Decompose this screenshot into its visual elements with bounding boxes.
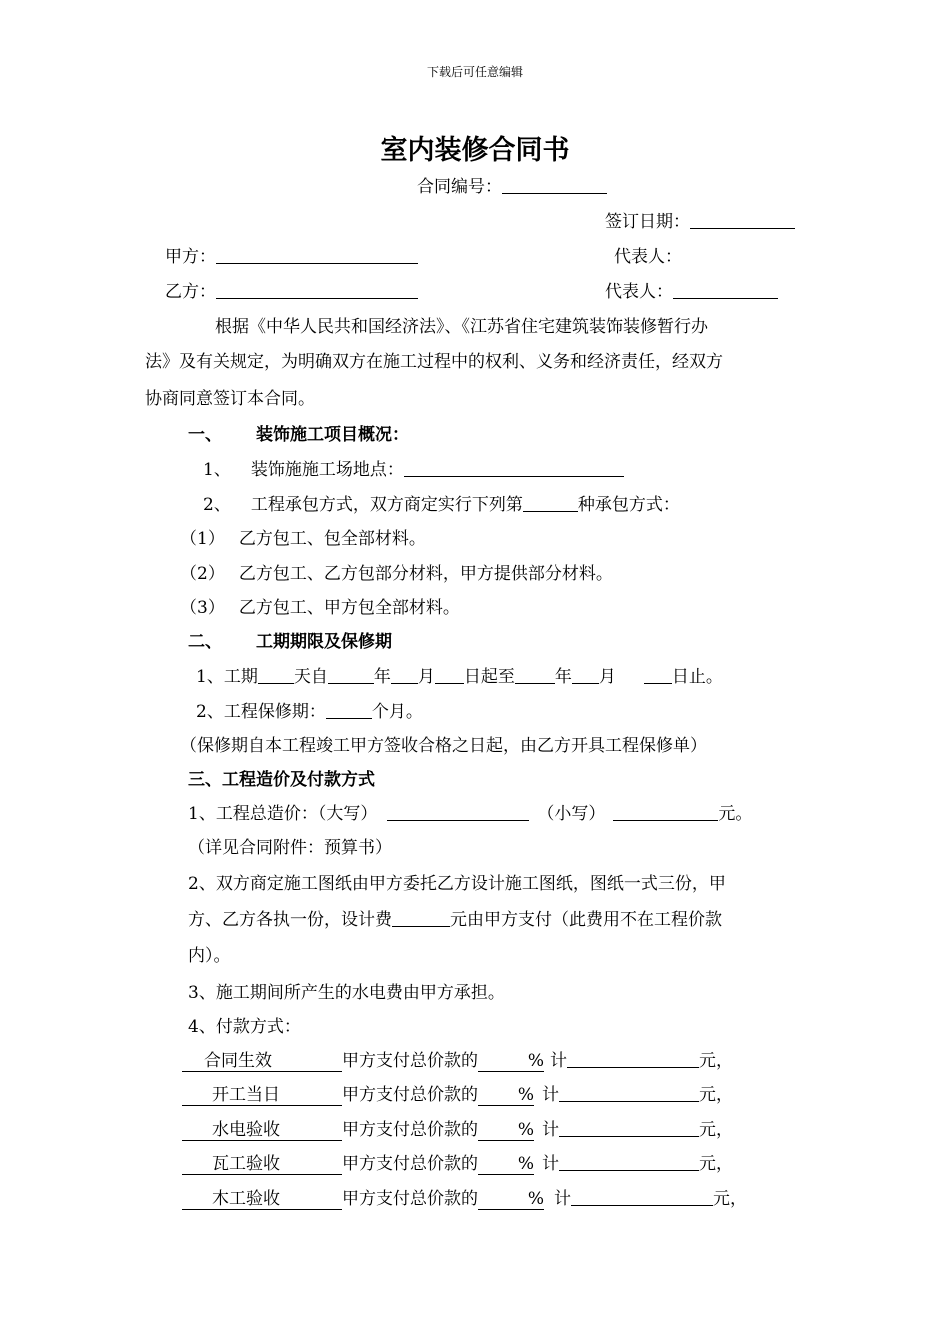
sign-date-label: 签订日期： xyxy=(605,212,690,232)
text: 元。 xyxy=(718,804,753,824)
percent-blank[interactable] xyxy=(478,1052,544,1072)
option-text: 乙方包工、包全部材料。 xyxy=(238,529,426,549)
amount-blank[interactable] xyxy=(567,1049,699,1068)
preamble-line-3: 协商同意签订本合同。 xyxy=(145,389,315,409)
page-title: 室内装修合同书 xyxy=(380,135,570,166)
text: 年 xyxy=(373,667,391,687)
text: 日止。 xyxy=(671,667,723,687)
party-b-blank[interactable] xyxy=(216,280,418,299)
text: 元， xyxy=(713,1189,747,1209)
warranty-label: 2、工程保修期： xyxy=(196,702,326,722)
text: 元， xyxy=(699,1120,733,1140)
text: 计 xyxy=(550,1051,567,1071)
text: 甲方支付总价款的 xyxy=(342,1154,478,1174)
text: 甲方支付总价款的 xyxy=(342,1051,478,1071)
option-number: （1） xyxy=(180,529,225,549)
item-text: 工程承包方式，双方商定实行下列第 xyxy=(250,495,523,515)
text: 月 xyxy=(598,667,616,687)
party-a-rep-label: 代表人： xyxy=(614,247,682,267)
text: 甲方支付总价款的 xyxy=(342,1085,478,1105)
contract-number-row xyxy=(417,175,607,199)
item-text: 装饰施施工场地点： xyxy=(250,460,404,480)
section-3-heading: 三、工程造价及付款方式 xyxy=(188,770,375,790)
section-1-heading xyxy=(188,423,409,447)
contract-method-blank[interactable] xyxy=(523,493,578,512)
price-words-blank[interactable] xyxy=(387,802,529,821)
price-number-blank[interactable] xyxy=(613,802,718,821)
payment-method-label: 4、付款方式： xyxy=(188,1017,301,1037)
text: 元， xyxy=(699,1085,733,1105)
amount-blank[interactable] xyxy=(559,1083,699,1102)
party-b-rep-row xyxy=(605,280,778,304)
amount-blank[interactable] xyxy=(559,1118,699,1137)
end-month-blank[interactable] xyxy=(572,665,599,684)
item-number: 1、 xyxy=(203,460,231,480)
party-b-row xyxy=(165,280,418,304)
warranty-note: （保修期自本工程竣工甲方签收合格之日起，由乙方开具工程保修单） xyxy=(180,736,707,756)
party-b-label: 乙方： xyxy=(165,282,216,302)
design-fee-blank[interactable] xyxy=(392,908,450,927)
stage-label: 水电验收 xyxy=(212,1120,280,1140)
stage-work-start xyxy=(182,1086,342,1106)
preamble-line-1: 根据《中华人民共和国经济法》、《江苏省住宅建筑装饰装修暂行办 xyxy=(215,317,708,337)
warranty-months-blank[interactable] xyxy=(326,700,372,719)
utilities-note: 3、施工期间所产生的水电费由甲方承担。 xyxy=(188,983,505,1003)
percent-sign: % xyxy=(517,1120,534,1140)
start-year-blank[interactable] xyxy=(328,665,374,684)
days-blank[interactable] xyxy=(258,665,294,684)
amount-blank[interactable] xyxy=(571,1187,713,1206)
percent-sign: % xyxy=(517,1154,534,1174)
text: 计 xyxy=(542,1085,559,1105)
warranty-row xyxy=(196,700,423,724)
text: 元， xyxy=(699,1154,733,1174)
text: （小写） xyxy=(537,804,606,824)
budget-note: （详见合同附件：预算书） xyxy=(188,838,392,858)
option-number: （3） xyxy=(180,598,225,618)
design-line-2 xyxy=(188,908,722,932)
payment-row-1 xyxy=(182,1049,733,1073)
item-text: 种承包方式： xyxy=(577,495,680,515)
section-1-item-2 xyxy=(203,493,680,517)
text: 个月。 xyxy=(371,702,423,722)
stage-label: 合同生效 xyxy=(204,1051,272,1071)
design-line-1: 2、双方商定施工图纸由甲方委托乙方设计施工图纸，图纸一式三份，甲 xyxy=(188,874,726,894)
text: 元由甲方支付（此费用不在工程价款 xyxy=(450,910,722,930)
party-a-rep-row xyxy=(614,245,682,269)
amount-blank[interactable] xyxy=(559,1152,699,1171)
percent-sign: % xyxy=(517,1085,534,1105)
design-line-3: 内）。 xyxy=(188,946,231,966)
percent-blank[interactable] xyxy=(478,1190,544,1210)
duration-row xyxy=(196,665,723,689)
stage-label: 开工当日 xyxy=(212,1085,280,1105)
sign-date-row xyxy=(605,210,795,234)
stage-label: 木工验收 xyxy=(212,1189,280,1209)
stage-label: 瓦工验收 xyxy=(212,1154,280,1174)
payment-row-4 xyxy=(182,1152,733,1176)
party-a-blank[interactable] xyxy=(216,245,418,264)
text: 甲方支付总价款的 xyxy=(342,1189,478,1209)
percent-sign: % xyxy=(527,1189,544,1209)
start-month-blank[interactable] xyxy=(391,665,418,684)
text: 月 xyxy=(417,667,435,687)
option-text: 乙方包工、甲方包全部材料。 xyxy=(238,598,460,618)
option-2 xyxy=(180,562,613,586)
text: 甲方支付总价款的 xyxy=(342,1120,478,1140)
payment-row-5 xyxy=(182,1187,747,1211)
text: 计 xyxy=(542,1154,559,1174)
text: 日起至 xyxy=(463,667,515,687)
text: 方、乙方各执一份，设计费 xyxy=(188,910,392,930)
duration-label: 1、工期 xyxy=(196,667,258,687)
end-year-blank[interactable] xyxy=(515,665,555,684)
option-number: （2） xyxy=(180,564,225,584)
total-price-row xyxy=(188,802,752,826)
end-day-blank[interactable] xyxy=(644,665,672,684)
stage-tiling xyxy=(182,1155,342,1175)
site-location-blank[interactable] xyxy=(404,458,624,477)
start-day-blank[interactable] xyxy=(435,665,464,684)
item-number: 2、 xyxy=(203,495,231,515)
text: 天自 xyxy=(293,667,328,687)
party-b-rep-blank[interactable] xyxy=(673,280,778,299)
section-1-number: 一、 xyxy=(188,425,222,445)
party-a-row xyxy=(165,245,418,269)
party-a-label: 甲方： xyxy=(165,247,216,267)
section-2-number: 二、 xyxy=(188,632,222,652)
percent-blank[interactable] xyxy=(478,1086,534,1106)
contract-number-blank[interactable] xyxy=(502,175,607,194)
text: 计 xyxy=(542,1120,559,1140)
stage-carpentry xyxy=(182,1190,342,1210)
payment-row-3 xyxy=(182,1118,733,1142)
party-b-rep-label: 代表人： xyxy=(605,282,673,302)
percent-blank[interactable] xyxy=(478,1155,534,1175)
payment-row-2 xyxy=(182,1083,733,1107)
stage-contract-effective xyxy=(182,1052,342,1072)
text: 元， xyxy=(699,1051,733,1071)
section-2-title: 工期期限及保修期 xyxy=(256,632,392,652)
option-1 xyxy=(180,527,426,551)
text: 年 xyxy=(554,667,572,687)
section-1-title: 装饰施工项目概况： xyxy=(256,425,409,445)
section-1-item-1 xyxy=(203,458,624,482)
option-text: 乙方包工、乙方包部分材料，甲方提供部分材料。 xyxy=(238,564,613,584)
percent-sign: % xyxy=(527,1051,544,1071)
section-2-heading xyxy=(188,630,392,654)
contract-number-label: 合同编号： xyxy=(417,177,502,197)
text: 计 xyxy=(554,1189,571,1209)
sign-date-blank[interactable] xyxy=(690,210,795,229)
stage-plumbing-electric xyxy=(182,1121,342,1141)
option-3 xyxy=(180,596,460,620)
preamble-line-2: 法》及有关规定，为明确双方在施工过程中的权利、义务和经济责任，经双方 xyxy=(145,352,723,372)
total-price-label: 1、工程总造价：（大写） xyxy=(188,804,378,824)
header-note: 下载后可任意编辑 xyxy=(426,65,523,79)
percent-blank[interactable] xyxy=(478,1121,534,1141)
